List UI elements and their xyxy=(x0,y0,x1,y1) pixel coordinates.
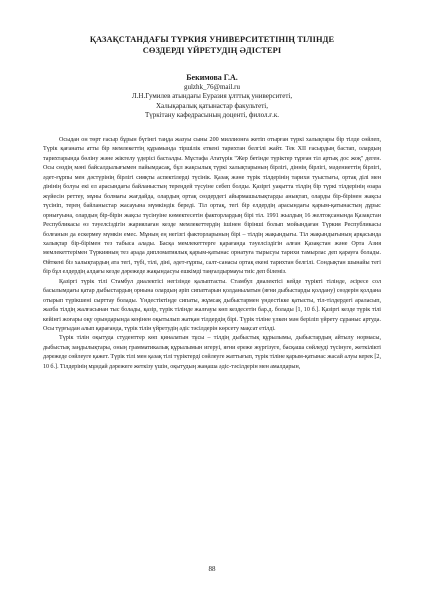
article-body xyxy=(43,136,381,372)
title-line-2: СӨЗДЕРДІ ҮЙРЕТУДІҢ ӘДІСТЕРІ xyxy=(142,46,282,55)
author-block xyxy=(43,73,381,121)
body-paragraph-1: Осыдан он төрт ғасыр бұрын бүгінгі таңда жазуы сыны 200 миллионға жетіп отырған түркі халықтары бір тілде сөйлеп, Түрік қағанаты атты бір мемлекеттің құрамында тіршілік еткені тарихтан белгілі жайт. Тек XII ғасырдың бастап, олардың тарихтарында бөліну және жіктелу үдерісі басталды. Мұстафа Ататүрік "Жер бетінде түріктер тұрған тіл артық дос жоқ" деген. Осы сөздің мәні байсалдылығымен пайымдасақ, бұл жақсылық түркі халықтарының бірлігі, діннің бірлігі, мәдениеттің бірлігі, әдет-ғұрпы мен дәстүрінің бірлігі сияқты аспектілерді түсінік. Қазақ және түрік тілдерінің тарихи туыстығы, ортақ ділі мен дінінің болуы екі ел арасындағы байланыстың тереңдей түсуіне себеп болды. Қазіргі уақытта тілдің бір түркі тілдерінің өзара жүйесін реттеу, мұны болмағы жағдайда, олардың ортақ сөздердегі айырмашылықтарды анықтап, оларды бір-бірінен жақсы түсініп, терең байланыстар жасауына мүмкіндік береді. Тіл ортақ, тегі бір елдердің арасындағы қарым-қатынастың дұрыс орнығуына, олардың бір-бірін жақсы түсінуіне көмектесетін факторлардың бірі тіл. 1991 жылдың 16 желтоқсанында Қазақстан Республикасы өз тәуелсіздігін жариялаған кезде мемлекеттердің ішінен бірінші болып мойындаған Түркия Республикасы болғанын да ескермеу мүмкін емес. Мұның ең негізгі факторларының бірі – тілдің жақындығы. Тіл жақындығының арқасында халықтар бір-бірімен тез табыса алады. Басқа мемлекеттерге қарағанда тәуелсіздігін алған Қазақстан және Орта Азия мемлекеттерімен Түркияның тез арада дипломатиялық қарым-қатынас орнатуға тырысуы тарихи тамырлас деп қарауға болады. Өйткені біз халықтардың ата тегі, түбі, тілі, діні, әдет-ғұрпы, салт-санасы ортақ екені тарихтан белгілі. Сондықтан шынайы тегі бір бұл елдердің алдағы кезде дәрежеде жақындасуы ешкімді таңғалдырмауы тиіс деп білеміз. xyxy=(43,136,381,276)
author-affiliation-1: Л.Н.Гумилев атындағы Еуразия ұлттық университеті, xyxy=(131,92,293,101)
author-email: gulzhk_76@mail.ru xyxy=(183,82,241,91)
body-paragraph-2: Қазіргі түрік тілі Стамбул диалектісі негізінде қалыптасты. Стамбул диалектісі кейде түрікті тілінде, әсіресе сол басылымдағы қатар дыбыстардың орнына олардың әріп сипаттарын қолданылатын (яғни дыбыстарды қолдану) сөздерін қолдана отырып түрікшені сырттау болады. Үндестіктіңде сипаты, жұмсақ дыбыстармен үндестікке қатысты, тіл-тілдердегі араласып, жазба тілдің жалғасынан тыс болады, қазір, түрік тілінде жалғауы көп кездесетін бар.д. болады [1, 10 б.]. Қазіргі кезде түрік тілі кейінгі жоғары оқу орындарында кеңінен оқытылып жатқан тілдердің бірі. Түрік тіліне үлкен мән беріліп үйрету сұраныс артуда. Осы түрғыдан алып қарағанда, түрік тілін үйретудің әдіс тәсілдерін көрсету мақсат етілді. xyxy=(43,278,381,333)
author-affiliation-3: Түркітану кафедрасының доценті, филол.ғ.к. xyxy=(144,111,280,120)
article-title xyxy=(43,34,381,56)
title-line-1: ҚАЗАҚСТАНДАҒЫ ТҮРКИЯ УНИВЕРСИТЕТІНІҢ ТІЛІНДЕ xyxy=(89,35,335,44)
author-name: Бекимова Г.А. xyxy=(186,73,238,82)
author-affiliation-2: Халықаралық қатынастар факультеті, xyxy=(156,101,268,110)
page-number: 88 xyxy=(208,565,216,573)
body-paragraph-3: Түрік тілін оқытуда студенттер көп қиналатын тұсы – тілдің дыбыстық құрылымы, дыбыстардың айтылу нормасы, дыбыстық заңдылықтары, оның грамматикалық құрылымын игеруі, яғни ереже жүргізуге, басқаша сөйлеуді түсінуге, жеткілікті дәрежеде сөйлеуге қажет. Түрік тілі мен қазақ тілі түріктерді сөйлеуге жаттығып, түрік тіліне қарым-қатынас жасай алуы керек [2, 10 б.]. Тілдерінің мұндай дәрежеге жеткізу үшін, оқытудың жаңаша әдіс-тәсілдерін мен амалдарын, xyxy=(43,335,381,370)
